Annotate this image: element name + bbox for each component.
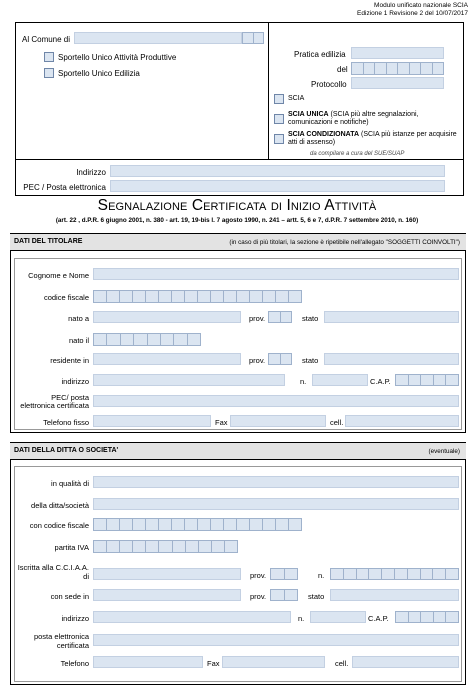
page-title: Segnalazione Certificata di Inizio Attività (97, 197, 377, 214)
ditta-cf-label: con codice fiscale (29, 521, 89, 530)
ditta-n-input[interactable] (310, 611, 366, 623)
nato-il-cells[interactable] (93, 333, 201, 346)
stato2-input[interactable] (324, 353, 459, 365)
cell-input[interactable] (345, 415, 459, 427)
pratica-input[interactable] (351, 47, 444, 59)
scia-unica-bold: SCIA UNICA (288, 111, 329, 118)
titolare-pec-label1: PEC/ posta (51, 393, 89, 402)
ditta-cf-cells[interactable] (93, 518, 302, 531)
ditta-pec-label1: posta elettronica (33, 632, 89, 641)
checkbox-suap[interactable] (44, 52, 54, 62)
ditta-telefono-label: Telefono (60, 659, 89, 668)
qualita-label: in qualità di (51, 479, 89, 488)
scia-condizionata-desc: (SCIA più istanze per acquisire atti di assenso) (288, 131, 457, 146)
option-sue-label: Sportello Unico Edilizia (58, 69, 140, 78)
piva-label: partita IVA (54, 543, 89, 552)
ditta-telefono-input[interactable] (93, 656, 203, 668)
cciaa-prov-label: prov. (250, 571, 267, 580)
ditta-note: (eventuale) (428, 448, 460, 455)
ditta-pec-label2: certificata (56, 641, 89, 650)
sede-stato-input[interactable] (330, 589, 459, 601)
protocollo-label: Protocollo (311, 80, 347, 89)
pec-input[interactable] (110, 180, 445, 192)
prov-cells[interactable] (268, 311, 292, 323)
ditta-fax-label: Fax (207, 659, 220, 668)
nato-a-input[interactable] (93, 311, 241, 323)
ditta-indirizzo-input[interactable] (93, 611, 291, 623)
ditta-indirizzo-label: indirizzo (61, 614, 89, 623)
residente-input[interactable] (93, 353, 241, 365)
cciaa-input[interactable] (93, 568, 241, 580)
telefono-label: Telefono fisso (43, 418, 89, 427)
indirizzo-label: Indirizzo (76, 168, 106, 177)
titolare-cap-cells[interactable] (395, 374, 459, 386)
stato-input[interactable] (324, 311, 459, 323)
ditta-pec-input[interactable] (93, 634, 459, 646)
denominazione-input[interactable] (93, 498, 459, 510)
titolare-heading-bar (10, 234, 466, 251)
sede-prov-cells[interactable] (270, 589, 298, 601)
titolare-note: (in caso di più titolari, la sezione è ripetibile nell'allegato "SOGGETTI COINVOLTI") (229, 239, 460, 246)
ditta-cell-label: cell. (335, 659, 349, 668)
fax-label: Fax (215, 418, 228, 427)
comune-input[interactable] (74, 32, 242, 44)
cciaa-label2: di (83, 572, 89, 581)
scia-unica-text (288, 111, 460, 127)
protocollo-input[interactable] (351, 77, 444, 89)
ditta-heading: DATI DELLA DITTA O SOCIETA' (14, 447, 119, 454)
scia-condizionata-text (288, 131, 460, 147)
cciaa-prov-cells[interactable] (270, 568, 298, 580)
pec-label: PEC / Posta elettronica (23, 183, 106, 192)
stato2-label: stato (302, 356, 319, 365)
denominazione-label: della ditta/società (31, 501, 89, 510)
sede-input[interactable] (93, 589, 241, 601)
cf-cells[interactable] (93, 290, 302, 303)
sue-suap-note: da compilare a cura del SUE/SUAP (310, 151, 405, 157)
del-label: del (337, 65, 348, 74)
del-date-cells[interactable] (351, 62, 444, 75)
qualita-input[interactable] (93, 476, 459, 488)
titolare-n-label: n. (300, 377, 307, 386)
ditta-cap-cells[interactable] (395, 611, 459, 623)
titolare-heading: DATI DEL TITOLARE (14, 238, 83, 245)
scia-label: SCIA (288, 95, 305, 102)
checkbox-scia-unica[interactable] (274, 114, 284, 124)
pratica-label: Pratica edilizia (294, 50, 346, 59)
sede-label: con sede in (50, 592, 89, 601)
scia-condizionata-bold: SCIA CONDIZIONATA (288, 131, 360, 138)
titolare-pec-input[interactable] (93, 395, 459, 407)
comune-code-cells[interactable] (242, 32, 264, 44)
top-box-divider (268, 22, 269, 159)
cognome-label: Cognome e Nome (28, 271, 89, 280)
cciaa-label1: Iscritta alla C.C.I.A.A. (17, 563, 89, 572)
telefono-input[interactable] (93, 415, 211, 427)
residente-label: residente in (50, 356, 89, 365)
cciaa-n-cells[interactable] (330, 568, 459, 580)
piva-cells[interactable] (93, 540, 238, 553)
checkbox-scia-condizionata[interactable] (274, 134, 284, 144)
titolare-indirizzo-input[interactable] (93, 374, 285, 386)
sede-prov-label: prov. (250, 592, 267, 601)
cognome-input[interactable] (93, 268, 459, 280)
checkbox-scia[interactable] (274, 94, 284, 104)
ditta-cell-input[interactable] (352, 656, 459, 668)
nato-a-label: nato a (68, 314, 89, 323)
checkbox-sue[interactable] (44, 68, 54, 78)
titolare-n-input[interactable] (312, 374, 368, 386)
comune-label: Al Comune di (22, 35, 71, 44)
prov-label: prov. (249, 314, 266, 323)
option-suap-label: Sportello Unico Attività Produttive (58, 53, 177, 62)
fax-input[interactable] (230, 415, 326, 427)
page-subtitle: (art. 22 , d.P.R. 6 giugno 2001, n. 380 - art. 19, 19-bis l. 7 agosto 1990, n. 241 – artt. 5, 6 e 7, d.P.R. 7 settembre 2010, n. 160) (55, 217, 419, 224)
cell-label: cell. (330, 418, 344, 427)
prov2-cells[interactable] (268, 353, 292, 365)
ditta-cap-label: C.A.P. (368, 614, 389, 623)
ditta-fax-input[interactable] (222, 656, 325, 668)
nato-il-label: nato il (68, 336, 89, 345)
top-box-hline (15, 159, 464, 160)
cciaa-n-label: n. (318, 571, 325, 580)
titolare-indirizzo-label: indirizzo (61, 377, 89, 386)
indirizzo-input[interactable] (110, 165, 445, 177)
cf-label: codice fiscale (43, 293, 89, 302)
titolare-pec-label2: elettronica certificata (20, 401, 89, 410)
header-form-name: Modulo unificato nazionale SCIA (374, 2, 468, 9)
prov2-label: prov. (249, 356, 266, 365)
ditta-heading-bar (10, 443, 466, 460)
scia-unica-desc: (SCIA più altre segnalazioni, comunicazioni e notifiche) (288, 111, 419, 126)
stato-label: stato (302, 314, 319, 323)
header-edition: Edizione 1 Revisione 2 del 10/07/2017 (357, 10, 468, 17)
ditta-n-label: n. (298, 614, 305, 623)
sede-stato-label: stato (308, 592, 325, 601)
titolare-cap-label: C.A.P. (370, 377, 391, 386)
